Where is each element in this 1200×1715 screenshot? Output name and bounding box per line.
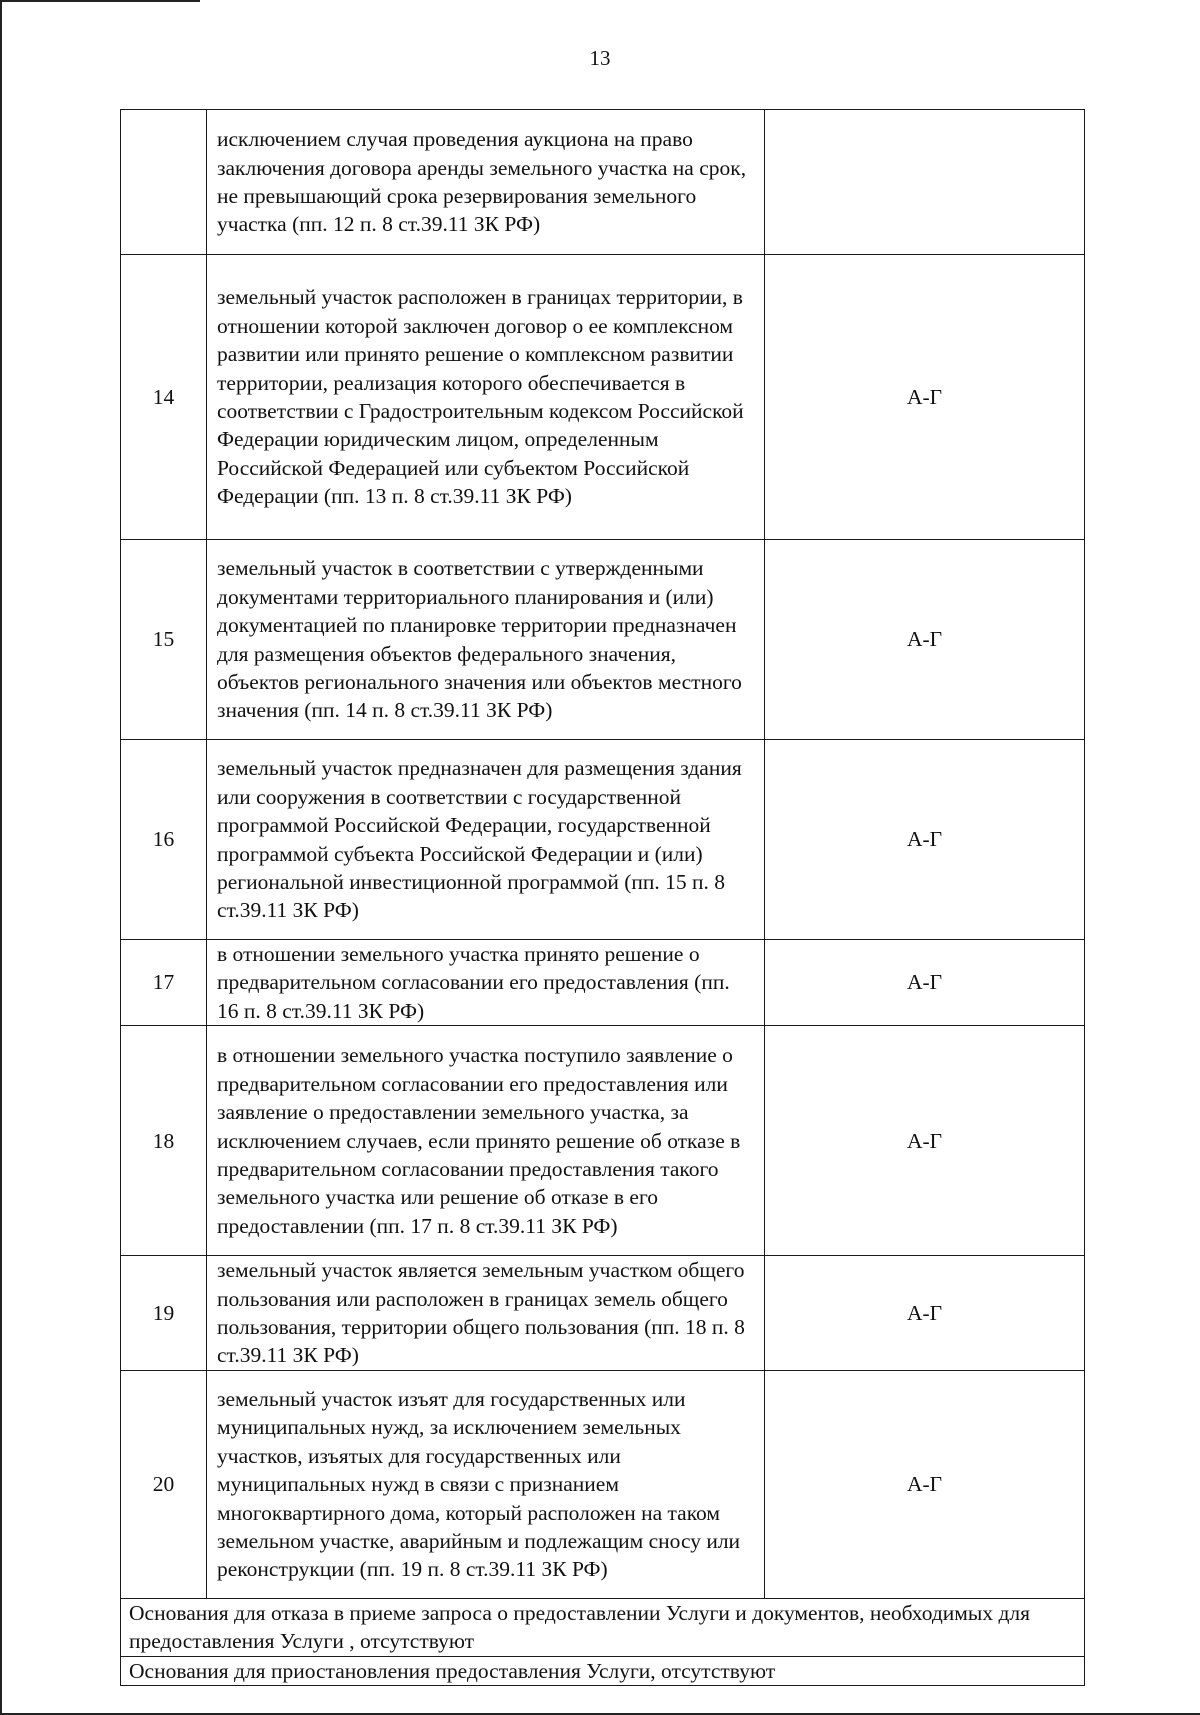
row-number: 15 bbox=[121, 540, 207, 740]
row-result: А-Г bbox=[765, 1256, 1085, 1371]
table-row bbox=[121, 540, 1085, 740]
row-description: земельный участок расположен в границах территории, в отношении которой заключен договор о ее комплексном развитии или принято решение о комплексном развитии территории, реализация которого обеспечивается в соответствии с Градостроительным кодексом Российской Федерации юридическим лицом, определенным Российской Федерацией или субъектом Российской Федерации (пп. 13 п. 8 ст.39.11 ЗК РФ) bbox=[207, 255, 765, 540]
refusal-grounds-row bbox=[121, 1598, 1085, 1656]
row-description: в отношении земельного участка принято решение о предварительном согласовании его предоставления (пп. 16 п. 8 ст.39.11 ЗК РФ) bbox=[207, 940, 765, 1026]
table-row bbox=[121, 940, 1085, 1026]
row-number: 14 bbox=[121, 255, 207, 540]
row-result bbox=[765, 110, 1085, 255]
table-row bbox=[121, 740, 1085, 940]
table-row bbox=[121, 1026, 1085, 1256]
row-number bbox=[121, 110, 207, 255]
table-row bbox=[121, 110, 1085, 255]
row-number: 17 bbox=[121, 940, 207, 1026]
suspension-grounds-row bbox=[121, 1656, 1085, 1685]
scan-edge-left bbox=[0, 0, 2, 1715]
row-number: 19 bbox=[121, 1256, 207, 1371]
row-number: 20 bbox=[121, 1370, 207, 1598]
table-row bbox=[121, 255, 1085, 540]
row-result: А-Г bbox=[765, 1370, 1085, 1598]
row-description: земельный участок в соответствии с утвержденными документами территориального планирования и (или) документацией по планировке территории предназначен для размещения объектов федерального значения, объектов регионального значения или объектов местного значения (пп. 14 п. 8 ст.39.11 ЗК РФ) bbox=[207, 540, 765, 740]
scan-edge-top bbox=[0, 0, 200, 2]
row-result: А-Г bbox=[765, 940, 1085, 1026]
row-description: земельный участок изъят для государственных или муниципальных нужд, за исключением земельных участков, изъятых для государственных или муниципальных нужд в связи с признанием многоквартирного дома, который расположен на таком земельном участке, аварийным и подлежащим сносу или реконструкции (пп. 19 п. 8 ст.39.11 ЗК РФ) bbox=[207, 1370, 765, 1598]
row-description: исключением случая проведения аукциона на право заключения договора аренды земельного участка на срок, не превышающий срока резервирования земельного участка (пп. 12 п. 8 ст.39.11 ЗК РФ) bbox=[207, 110, 765, 255]
row-description: земельный участок предназначен для размещения здания или сооружения в соответствии с государственной программой Российской Федерации, государственной программой субъекта Российской Федерации и (или) региональной инвестиционной программой (пп. 15 п. 8 ст.39.11 ЗК РФ) bbox=[207, 740, 765, 940]
table-row bbox=[121, 1370, 1085, 1598]
row-description: в отношении земельного участка поступило заявление о предварительном согласовании его предоставления или заявление о предоставлении земельного участка, за исключением случаев, если принято решение об отказе в предварительном согласовании предоставления такого земельного участка или решение об отказе в его предоставлении (пп. 17 п. 8 ст.39.11 ЗК РФ) bbox=[207, 1026, 765, 1256]
row-number: 18 bbox=[121, 1026, 207, 1256]
row-result: А-Г bbox=[765, 1026, 1085, 1256]
table-row bbox=[121, 1256, 1085, 1371]
row-description: земельный участок является земельным участком общего пользования или расположен в границах земель общего пользования, территории общего пользования (пп. 18 п. 8 ст.39.11 ЗК РФ) bbox=[207, 1256, 765, 1371]
row-result: А-Г bbox=[765, 740, 1085, 940]
row-result: А-Г bbox=[765, 255, 1085, 540]
refusal-grounds-text: Основания для отказа в приеме запроса о предоставлении Услуги и документов, необходимых для предоставления Услуги , отсутствуют bbox=[121, 1598, 1085, 1656]
row-result: А-Г bbox=[765, 540, 1085, 740]
suspension-grounds-text: Основания для приостановления предоставления Услуги, отсутствуют bbox=[121, 1656, 1085, 1685]
row-number: 16 bbox=[121, 740, 207, 940]
grounds-table bbox=[120, 109, 1085, 1686]
page-number: 13 bbox=[589, 46, 611, 70]
